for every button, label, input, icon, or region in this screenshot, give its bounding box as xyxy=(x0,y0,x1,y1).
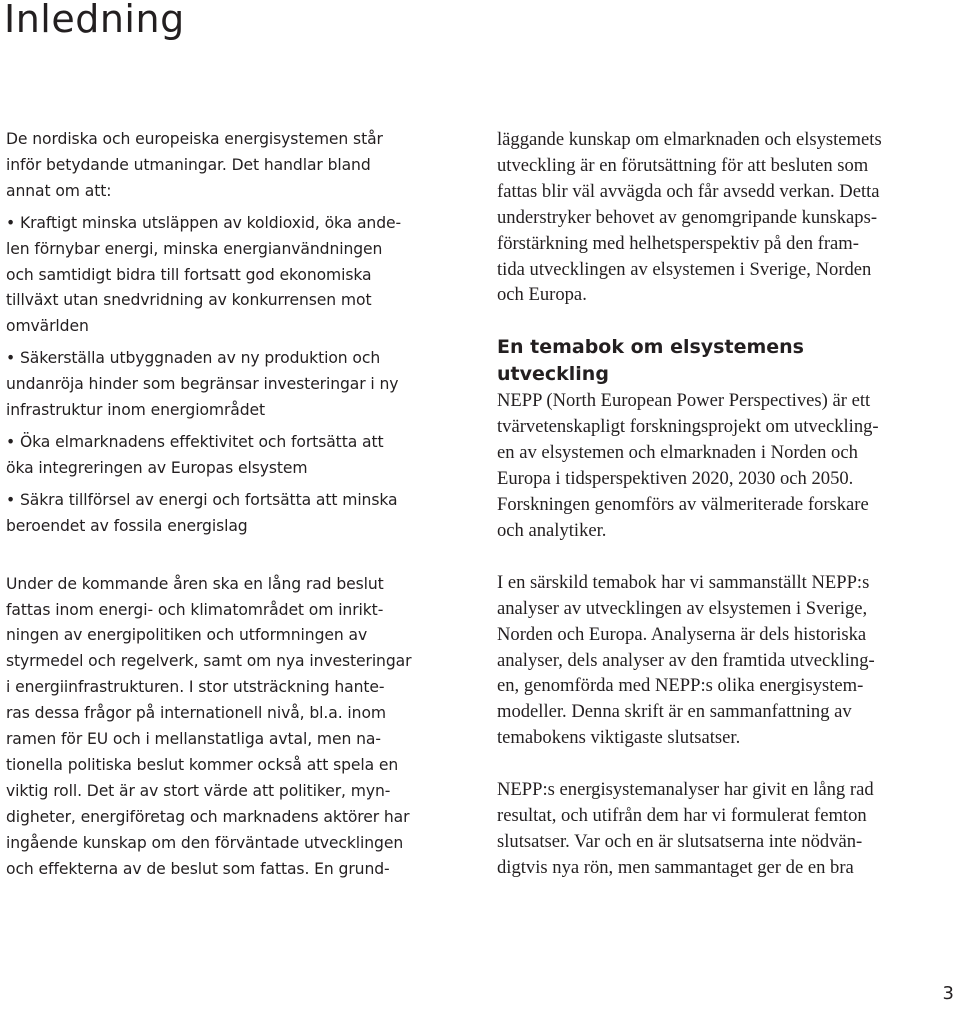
page-title: Inledning xyxy=(4,0,185,41)
body-paragraph: Under de kommande åren ska en lång rad beslut fattas inom energi- och klimatområdet om inrikt- ningen av energipolitiken och utformningen av styrmedel och regelverk, samt om nya investeringar i energiinfrastrukturen. I stor utsträckning hante- ras dessa frågor på internationell nivå, bl.a. inom ramen för EU och i mellanstatliga avtal, men na- tionella politiska beslut kommer också att spela en viktig roll. Det är av stort värde att politiker, myn- digheter, energiföretag och marknadens aktörer har ingående kunskap om den förväntade utvecklingen och effekterna av de beslut som fattas. En grund- xyxy=(6,574,412,878)
challenge-list xyxy=(6,211,466,540)
list-item: • Säkerställa utbyggnaden av ny produktion och undanröja hinder som begränsar investeringar i ny infrastruktur inom energiområdet xyxy=(6,349,399,420)
list-item: • Öka elmarknadens effektivitet och fortsätta att öka integreringen av Europas elsystem xyxy=(6,432,384,477)
continuation-paragraph: läggande kunskap om elmarknaden och elsystemets utveckling är en förutsättning för att besluten som fattas blir väl avvägda och får avsedd verkan. Detta understryker behovet av genomgripande kunskaps- förstärkning med helhetsperspektiv på den fram- tida utvecklingen av elsystemen i Sverige, Norden och Europa. xyxy=(497,129,882,306)
section-heading: En temabok om elsystemens utveckling xyxy=(497,336,804,386)
left-column xyxy=(6,127,466,882)
slutsatser-paragraph: NEPP:s energisystemanalyser har givit en lång rad resultat, och utifrån dem har vi formulerat femton slutsatser. Var och en är slutsatserna inte nödvän- digtvis nya rön, men sammantaget ger de en bra xyxy=(497,779,874,878)
right-column xyxy=(497,127,959,881)
page-number: 3 xyxy=(942,983,954,1004)
temabok-paragraph: I en särskild temabok har vi sammanställt NEPP:s analyser av utvecklingen av elsystemen i Sverige, Norden och Europa. Analyserna är dels historiska analyser, dels analyser av den framtida utveckling- en, genomförda med NEPP:s olika energisystem- modeller. Denna skrift är en sammanfattning av temabokens viktigaste slutsatser. xyxy=(497,571,875,749)
list-item: • Kraftigt minska utsläppen av koldioxid, öka ande- len förnybar energi, minska energianvändningen och samtidigt bidra till fortsatt god ekonomiska tillväxt utan snedvridning av konkurrensen mot omvärlden xyxy=(6,213,402,336)
intro-paragraph: De nordiska och europeiska energisystemen står inför betydande utmaningar. Det handlar bland annat om att: xyxy=(6,130,383,200)
nepp-paragraph: NEPP (North European Power Perspectives) är ett tvärvetenskapligt forskningsprojekt om utveckling- en av elsystemen och elmarknaden i Norden och Europa i tidsperspektiven 2020, 2030 och 2050. Forskningen genomförs av välmeriterade forskare och analytiker. xyxy=(497,390,879,541)
list-item: • Säkra tillförsel av energi och fortsätta att minska beroendet av fossila energislag xyxy=(6,490,398,535)
